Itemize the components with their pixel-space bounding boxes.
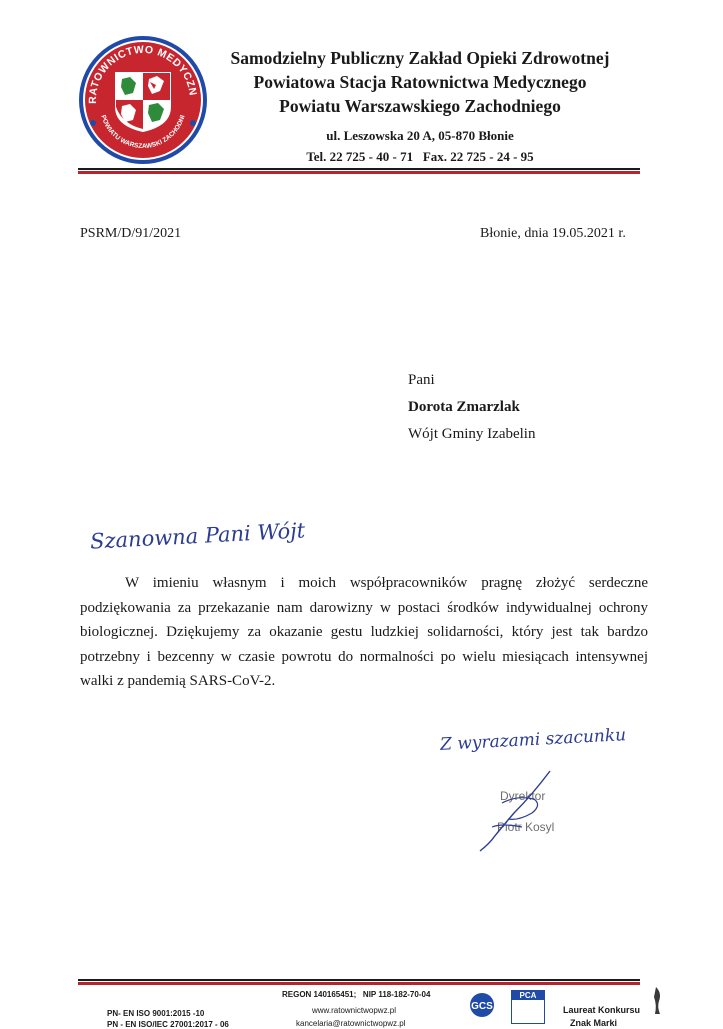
handwritten-closing: Z wyrazami szacunku xyxy=(439,725,627,755)
letterhead-address: ul. Leszowska 20 A, 05-870 Błonie xyxy=(326,128,514,143)
handwritten-signature xyxy=(462,765,562,855)
svg-text:POWIATU WARSZAWSKI ZACHODNI: POWIATU WARSZAWSKI ZACHODNI xyxy=(99,114,187,151)
header-rule-red xyxy=(78,171,640,174)
letterhead-line-3: Powiatu Warszawskiego Zachodniego xyxy=(279,96,561,116)
footer-award: Laureat Konkursu xyxy=(563,1005,641,1015)
footer-rule-black xyxy=(78,979,640,981)
letterhead-line-1: Samodzielny Publiczny Zakład Opieki Zdrowotnej xyxy=(230,48,610,68)
signature-role: Dyrektor xyxy=(500,789,546,803)
footer-website: www.ratownictwopwz.pl xyxy=(312,1006,397,1015)
letterhead-phones: Tel. 22 725 - 40 - 71 Fax. 22 725 - 24 - 95 xyxy=(306,149,534,164)
recipient-name: Dorota Zmarzlak xyxy=(408,399,520,415)
footer-regon-nip: REGON 140165451; NIP 118-182-70-04 xyxy=(282,990,431,999)
svg-text:RATOWNICTWO MEDYCZNE: RATOWNICTWO MEDYCZN xyxy=(86,43,199,104)
award-statuette-icon xyxy=(652,985,664,1015)
footer-award-line-2: Znak Marki xyxy=(570,1018,618,1028)
organization-logo xyxy=(78,35,208,165)
letter-body: W imieniu własnym i moich współpracowników pragnę złożyć serdeczne podziękowania za przekazanie nam darowizny w postaci środków indywidualnej ochrony biologicznej. Dziękujemy za okazanie gestu ludzkiej solidarności, który jest tak bardzo potrzebny i bezcenny w czasie powrotu do normalności po wielu miesiącach intensywnej walki z pandemią SARS-CoV-2. xyxy=(80,575,648,689)
footer-iso-9001: PN- EN ISO 9001:2015 -10 xyxy=(107,1009,205,1018)
recipient-salutation: Pani xyxy=(408,372,435,388)
header-rule-black xyxy=(78,168,640,170)
svg-text:GCS: GCS xyxy=(471,1001,493,1012)
signature-name: Piotr Kosyl xyxy=(497,820,555,834)
document-reference: PSRM/D/91/2021 xyxy=(80,226,182,241)
recipient-title: Wójt Gminy Izabelin xyxy=(408,426,536,442)
handwritten-greeting: Szanowna Pani Wójt xyxy=(89,518,306,554)
footer-rule-red xyxy=(78,982,640,985)
letterhead-line-2: Powiatowa Stacja Ratownictwa Medycznego xyxy=(253,72,587,92)
gcs-certification-badge xyxy=(462,992,502,1018)
footer-email: kancelaria@ratownictwopwz.pl xyxy=(296,1019,406,1028)
footer-iso-27001: PN - EN ISO/IEC 27001:2017 - 06 xyxy=(107,1020,229,1029)
place-and-date: Błonie, dnia 19.05.2021 r. xyxy=(480,226,626,241)
pca-accreditation-badge: PCA xyxy=(511,990,545,1024)
